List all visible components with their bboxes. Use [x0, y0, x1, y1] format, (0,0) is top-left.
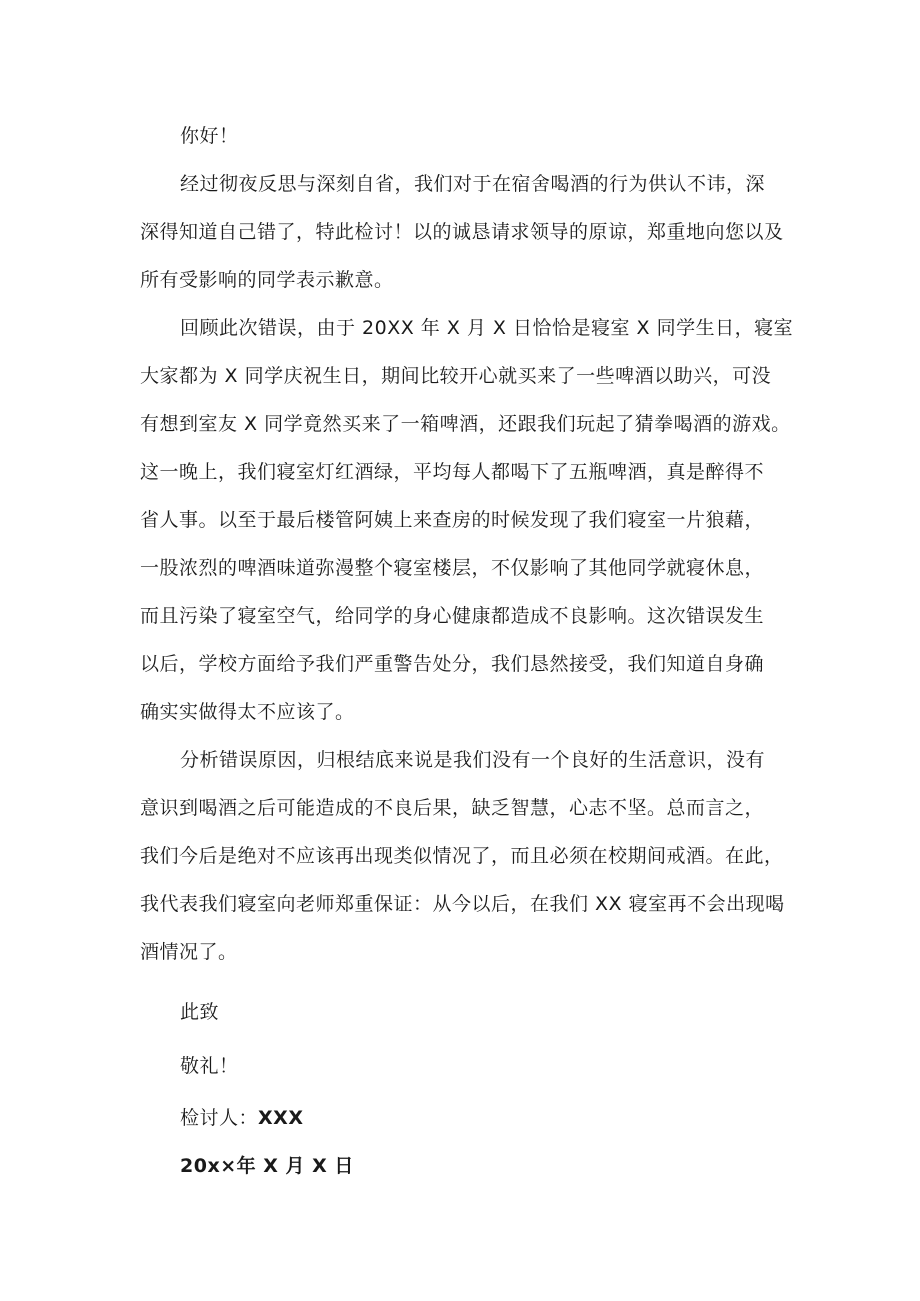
paragraph-2-line-3: 有想到室友 X 同学竟然买来了一箱啤酒，还跟我们玩起了猜拳喝酒的游戏。 — [140, 413, 791, 435]
paragraph-2-line-4: 这一晚上，我们寝室灯红酒绿，平均每人都喝下了五瓶啤酒，真是醉得不 — [140, 461, 765, 483]
closing: 此致 — [180, 1001, 220, 1023]
paragraph-3-line-5: 酒情况了。 — [140, 941, 238, 963]
signature-line — [180, 1106, 303, 1130]
paragraph-2-line-9: 确实实做得太不应该了。 — [140, 701, 355, 723]
salute: 敬礼！ — [180, 1055, 239, 1077]
paragraph-3-line-3: 我们今后是绝对不应该再出现类似情况了，而且必须在校期间戒酒。在此， — [140, 845, 784, 867]
paragraph-1-line-2: 深得知道自己错了，特此检讨！以的诚恳请求领导的原谅，郑重地向您以及 — [140, 221, 784, 243]
paragraph-2-line-8: 以后，学校方面给予我们严重警告处分，我们恳然接受，我们知道自身确 — [140, 653, 765, 675]
signature-label: 检讨人： — [180, 1107, 259, 1129]
paragraph-3-line-2: 意识到喝酒之后可能造成的不良后果，缺乏智慧，心志不坚。总而言之， — [140, 797, 765, 819]
signature-name: XXX — [258, 1107, 304, 1129]
date: 20x×年 X 月 X 日 — [180, 1155, 354, 1177]
paragraph-2-line-6: 一股浓烈的啤酒味道弥漫整个寝室楼层，不仅影响了其他同学就寝休息， — [140, 557, 765, 579]
paragraph-1-line-1: 经过彻夜反思与深刻自省，我们对于在宿舍喝酒的行为供认不讳，深 — [180, 173, 766, 195]
paragraph-2-line-5: 省人事。以至于最后楼管阿姨上来查房的时候发现了我们寝室一片狼藉， — [140, 509, 765, 531]
paragraph-1-line-3: 所有受影响的同学表示歉意。 — [140, 269, 394, 291]
paragraph-3-line-1: 分析错误原因，归根结底来说是我们没有一个良好的生活意识，没有 — [180, 749, 766, 771]
greeting: 你好！ — [180, 125, 239, 147]
paragraph-3-line-4: 我代表我们寝室向老师郑重保证：从今以后，在我们 XX 寝室再不会出现喝 — [140, 893, 785, 915]
paragraph-2-line-2: 大家都为 X 同学庆祝生日，期间比较开心就买来了一些啤酒以助兴，可没 — [140, 365, 772, 387]
paragraph-2-line-7: 而且污染了寝室空气，给同学的身心健康都造成不良影响。这次错误发生 — [140, 605, 765, 627]
paragraph-2-line-1: 回顾此次错误，由于 20XX 年 X 月 X 日恰恰是寝室 X 同学生日，寝室 — [180, 317, 794, 339]
date-line — [180, 1154, 354, 1178]
